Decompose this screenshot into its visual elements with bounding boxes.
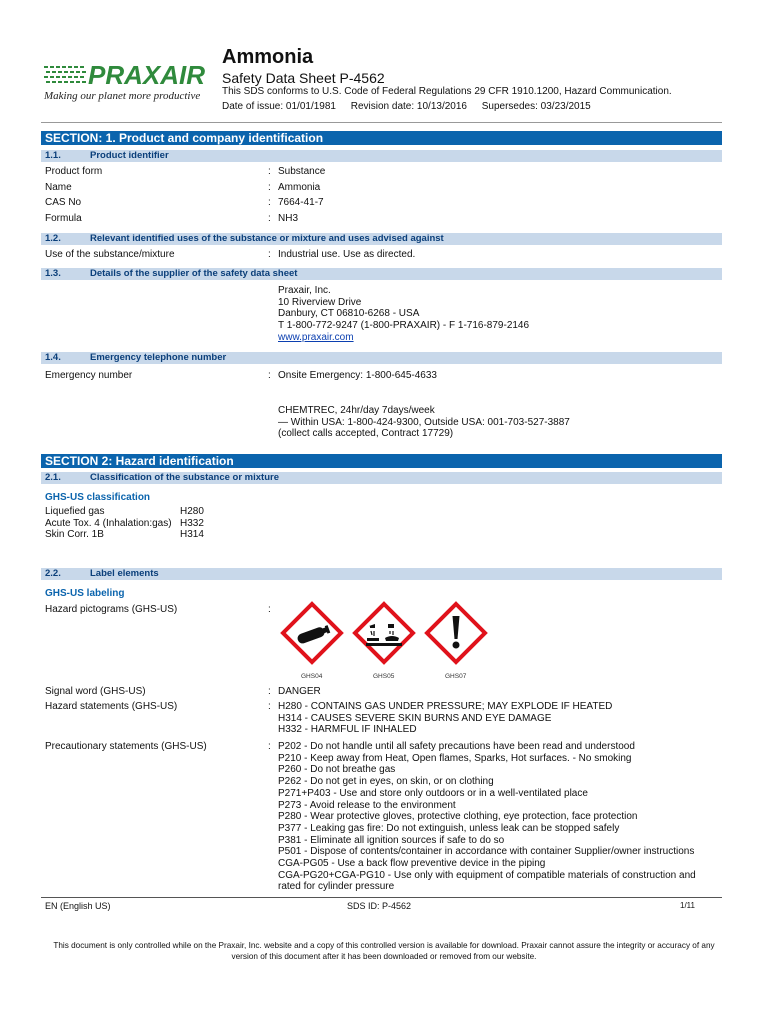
chemtrec-line: CHEMTREC, 24hr/day 7days/week — [278, 405, 435, 416]
emergency-number-label: Emergency number — [45, 370, 133, 381]
precautionary-statement: P262 - Do not get in eyes, on skin, or on clothing — [278, 776, 494, 788]
precautionary-statement: rated for cylinder pressure — [278, 881, 395, 893]
supplier-street: 10 Riverview Drive — [278, 296, 362, 308]
classification-row — [45, 517, 204, 530]
supplier-name: Praxair, Inc. — [278, 285, 331, 296]
ghs-labeling-heading: GHS-US labeling — [45, 588, 125, 599]
precautionary-statement: P280 - Wear protective gloves, protective clothing, eye protection, face protection — [278, 811, 638, 823]
precautionary-statement: P381 - Eliminate all ignition sources if safe to do so — [278, 834, 505, 846]
footer-disclaimer: This document is only controlled while on the Praxair, Inc. website and a copy of this controlled version is available for download. Praxair cannot assure the integrity or accuracy of any version of this document after it has been downloaded or removed from our website. — [53, 941, 715, 961]
footer-language: EN (English US) — [45, 901, 111, 911]
cas-no-label: CAS No — [45, 197, 82, 208]
date-of-issue: Date of issue: 01/01/1981 — [222, 101, 336, 112]
subsection-title: Relevant identified uses of the substance or mixture and uses advised against — [90, 233, 444, 244]
corrosion-icon — [352, 601, 416, 665]
subsection-number: 2.1. — [45, 472, 61, 483]
separator-colon: : — [268, 182, 271, 193]
subsection-number: 1.1. — [45, 150, 61, 161]
product-form-value: Substance — [278, 166, 326, 177]
ghs-classification-heading: GHS-US classification — [45, 492, 151, 503]
chemtrec-line: (collect calls accepted, Contract 17729) — [278, 428, 454, 440]
gas-cylinder-icon — [280, 601, 344, 665]
separator-colon: : — [268, 166, 271, 177]
hazard-code: H280 — [180, 506, 204, 517]
hazard-statement: H280 - CONTAINS GAS UNDER PRESSURE; MAY EXPLODE IF HEATED — [278, 701, 613, 712]
formula-label: Formula — [45, 213, 82, 224]
ghs07-label: GHS07 — [445, 673, 467, 680]
subsection-number: 1.3. — [45, 268, 61, 279]
footer-sds-id: SDS ID: P-4562 — [347, 901, 412, 911]
ghs07-pictogram — [424, 601, 488, 670]
supplier-address — [278, 285, 529, 344]
separator-colon: : — [268, 741, 271, 752]
precautionary-statement: CGA-PG05 - Use a back flow preventive device in the piping — [278, 858, 546, 870]
subsection-title: Details of the supplier of the safety data sheet — [90, 268, 298, 279]
precautionary-statements-list — [278, 741, 696, 893]
document-subtitle: Safety Data Sheet P-4562 — [222, 70, 385, 86]
precautionary-statement: P377 - Leaking gas fire: Do not extinguish, unless leak can be stopped safely — [278, 822, 620, 834]
ghs-classification-table — [45, 506, 204, 541]
name-label: Name — [45, 182, 72, 193]
separator-colon: : — [268, 213, 271, 224]
precautionary-statement: P210 - Keep away from Heat, Open flames, Sparks, Hot surfaces. - No smoking — [278, 752, 632, 764]
subsection-title: Emergency telephone number — [90, 352, 227, 363]
hazard-pictograms-label: Hazard pictograms (GHS-US) — [45, 604, 178, 615]
use-value: Industrial use. Use as directed. — [278, 249, 416, 260]
signal-word-label: Signal word (GHS-US) — [45, 686, 146, 697]
supplier-phone: T 1-800-772-9247 (1-800-PRAXAIR) - F 1-716-879-2146 — [278, 320, 530, 332]
praxair-logo-mark — [44, 58, 216, 88]
conformance-statement: This SDS conforms to U.S. Code of Federal Regulations 29 CFR 1910.1200, Hazard Communication. — [222, 86, 672, 97]
classification-row — [45, 506, 204, 518]
precautionary-statement: P202 - Do not handle until all safety precautions have been read and understood — [278, 741, 635, 752]
precautionary-statements-label: Precautionary statements (GHS-US) — [45, 741, 207, 752]
header-divider — [41, 122, 722, 123]
document-dates — [222, 101, 603, 112]
section-2-header: SECTION 2: Hazard identification — [41, 454, 722, 468]
name-value: Ammonia — [278, 182, 321, 193]
subsection-number: 2.2. — [45, 568, 61, 579]
hazard-statements-label: Hazard statements (GHS-US) — [45, 701, 178, 712]
footer-page-number: 1/11 — [680, 901, 695, 910]
precautionary-statement: P501 - Dispose of contents/container in accordance with container Supplier/owner instructions — [278, 846, 695, 858]
hazard-class: Skin Corr. 1B — [45, 529, 104, 540]
supplier-website-link[interactable]: www.praxair.com — [278, 331, 354, 343]
section-1-header: SECTION: 1. Product and company identification — [41, 131, 722, 145]
separator-colon: : — [268, 604, 271, 615]
cas-no-value: 7664-41-7 — [278, 197, 324, 208]
subsection-1-2-header — [41, 233, 722, 245]
subsection-title: Label elements — [90, 568, 159, 579]
separator-colon: : — [268, 249, 271, 260]
document-title: Ammonia — [222, 46, 314, 68]
hazard-class: Acute Tox. 4 (Inhalation:gas) — [45, 517, 172, 529]
revision-date: Revision date: 10/13/2016 — [350, 101, 467, 112]
company-tagline: Making our planet more productive — [44, 90, 201, 102]
praxair-wordmark: PRAXAIR — [88, 60, 206, 88]
subsection-1-3-header — [41, 268, 722, 280]
hazard-statement: H314 - CAUSES SEVERE SKIN BURNS AND EYE DAMAGE — [278, 712, 552, 724]
hazard-code: H314 — [180, 529, 204, 540]
footer-divider — [41, 897, 722, 898]
use-label: Use of the substance/mixture — [45, 249, 175, 260]
product-form-label: Product form — [45, 166, 103, 177]
classification-row — [45, 529, 204, 541]
hazard-class: Liquefied gas — [45, 506, 105, 517]
ghs04-pictogram — [280, 601, 344, 670]
subsection-2-1-header — [41, 472, 722, 484]
signal-word-value: DANGER — [278, 686, 321, 697]
subsection-title: Classification of the substance or mixture — [90, 472, 279, 483]
ghs05-pictogram — [352, 601, 416, 670]
precautionary-statement: P271+P403 - Use and store only outdoors or in a well-ventilated place — [278, 787, 588, 799]
precautionary-statement: CGA-PG20+CGA-PG10 - Use only with equipment of compatible materials of construction and — [278, 869, 696, 881]
precautionary-statement: P260 - Do not breathe gas — [278, 764, 396, 776]
emergency-number-value: Onsite Emergency: 1-800-645-4633 — [278, 370, 437, 381]
hazard-code: H332 — [180, 517, 204, 529]
separator-colon: : — [268, 370, 271, 381]
hazard-statement: H332 - HARMFUL IF INHALED — [278, 724, 417, 736]
ghs05-label: GHS05 — [373, 673, 395, 680]
chemtrec-line: — Within USA: 1-800-424-9300, Outside USA: 001-703-527-3887 — [278, 416, 570, 428]
subsection-1-1-header — [41, 150, 722, 162]
separator-colon: : — [268, 197, 271, 208]
separator-colon: : — [268, 686, 271, 697]
subsection-title: Product identifier — [90, 150, 169, 161]
subsection-number: 1.2. — [45, 233, 61, 244]
supersedes-date: Supersedes: 03/23/2015 — [481, 101, 591, 112]
hazard-statements-list — [278, 701, 612, 736]
chemtrec-info — [278, 405, 570, 440]
subsection-2-2-header — [41, 568, 722, 580]
supplier-city: Danbury, CT 06810-6268 - USA — [278, 308, 420, 320]
separator-colon: : — [268, 701, 271, 712]
subsection-1-4-header — [41, 352, 722, 364]
formula-value: NH3 — [278, 213, 299, 224]
ghs04-label: GHS04 — [301, 673, 323, 680]
exclamation-mark-icon — [424, 601, 488, 665]
precautionary-statement: P273 - Avoid release to the environment — [278, 799, 456, 811]
subsection-number: 1.4. — [45, 352, 61, 363]
